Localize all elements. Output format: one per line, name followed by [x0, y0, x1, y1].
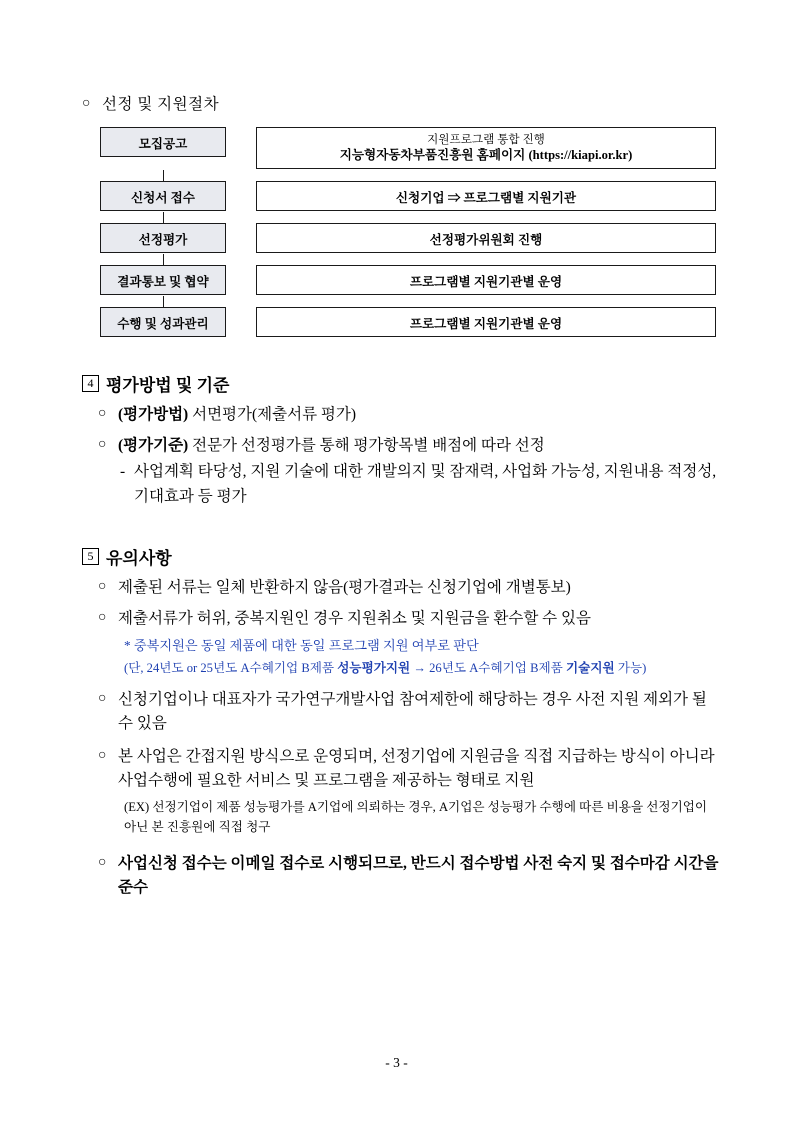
circle-bullet-icon: ○ [98, 406, 107, 422]
note-duplicate-support-detail [124, 658, 722, 679]
selection-flow-diagram [100, 127, 716, 337]
list-item-text [118, 434, 722, 458]
list-item [98, 607, 722, 631]
flow-section-heading [82, 93, 722, 117]
list-item-text: 본 사업은 간접지원 방식으로 운영되며, 선정기업에 지원금을 직접 지급하는 방식이 아니라 사업수행에 필요한 서비스 및 프로그램을 제공하는 형태로 지원 [118, 748, 715, 790]
flow-row [100, 223, 716, 253]
list-item-text: 제출된 서류는 일체 반환하지 않음(평가결과는 신청기업에 개별통보) [118, 578, 571, 596]
flow-step-box: 신청서 접수 [100, 181, 226, 211]
flow-detail-line: 프로그램별 지원기관별 운영 [409, 274, 563, 289]
note-bold-tech: 기술지원 [565, 661, 615, 676]
page-number: - 3 - [385, 1055, 408, 1070]
flow-detail-line: 신청기업 ⇒ 프로그램별 지원기관 [395, 190, 577, 205]
note-prefix: (단, 24년도 or 25년도 A수혜기업 B제품 [124, 661, 338, 676]
list-item-text: 제출서류가 허위, 중복지원인 경우 지원취소 및 지원금을 환수할 수 있음 [118, 609, 591, 627]
circle-bullet-icon: ○ [98, 609, 107, 625]
flow-detail-line2: 지능형자동차부품진흥원 홈페이지 (https://kiapi.or.kr) [339, 148, 633, 163]
flow-detail-line1: 지원프로그램 통합 진행 [427, 132, 545, 146]
list-item-body: 전문가 선정평가를 통해 평가항목별 배점에 따라 선정 [188, 437, 545, 455]
note-bold-performance: 성능평가지원 [337, 661, 411, 676]
flow-detail-box [256, 265, 716, 295]
list-item [98, 434, 722, 458]
section-title: 평가방법 및 기준 [106, 376, 230, 396]
circle-bullet-icon: ○ [98, 437, 107, 453]
circle-bullet-icon: ○ [98, 854, 107, 870]
list-item-label: (평가기준) [118, 437, 189, 455]
flow-connector-gap [226, 181, 256, 211]
flow-row [100, 127, 716, 169]
list-item-emphasis [98, 852, 722, 900]
sub-list-item-text: 사업계획 타당성, 지원 기술에 대한 개발의지 및 잠재력, 사업화 가능성, 지원내용 적정성, 기대효과 등 평가 [134, 463, 717, 505]
flow-detail-box [256, 181, 716, 211]
example-note [124, 797, 722, 837]
flow-step-box: 수행 및 성과관리 [100, 307, 226, 337]
flow-row [100, 181, 716, 211]
section-heading-4 [82, 371, 722, 396]
flow-connector-gap [226, 127, 256, 169]
section-title: 유의사항 [106, 548, 172, 568]
flow-heading-text: 선정 및 지원절차 [102, 96, 220, 113]
list-item-text: 사업신청 접수는 이메일 접수로 시행되므로, 반드시 접수방법 사전 숙지 및 접수마감 시간을 준수 [118, 854, 719, 896]
circle-bullet-icon: ○ [98, 578, 107, 594]
flow-connector-gap [226, 265, 256, 295]
section-number-badge: 5 [82, 548, 99, 565]
flow-connector-gap [226, 307, 256, 337]
note-middle: → 26년도 A수혜기업 B제품 [410, 661, 566, 676]
list-item-text [118, 403, 722, 427]
flow-detail-line: 선정평가위원회 진행 [429, 232, 543, 247]
flow-detail-box [256, 127, 716, 169]
example-label: (EX) [124, 800, 150, 815]
example-text: 선정기업이 제품 성능평가를 A기업에 의뢰하는 경우, A기업은 성능평가 수행에 따른 비용을 선정기업이 아닌 본 진흥원에 직접 청구 [124, 800, 708, 835]
list-item-label: (평가방법) [118, 406, 189, 424]
flow-step-box: 선정평가 [100, 223, 226, 253]
flow-detail-box [256, 223, 716, 253]
list-item-text: 신청기업이나 대표자가 국가연구개발사업 참여제한에 해당하는 경우 사전 지원 제외가 될 수 있음 [118, 691, 707, 733]
list-item [98, 688, 722, 736]
list-item [98, 576, 722, 600]
flow-row [100, 265, 716, 295]
note-duplicate-support: * 중복지원은 동일 제품에 대한 동일 프로그램 지원 여부로 판단 [124, 637, 479, 653]
flow-step-box: 결과통보 및 협약 [100, 265, 226, 295]
flow-detail-line: 프로그램별 지원기관별 운영 [409, 316, 563, 331]
flow-connector-gap [226, 223, 256, 253]
page-footer [0, 1055, 793, 1071]
circle-bullet-icon: ○ [82, 96, 91, 111]
flow-step-box: 모집공고 [100, 127, 226, 157]
flow-row [100, 307, 716, 337]
circle-bullet-icon: ○ [98, 691, 107, 707]
list-item [98, 403, 722, 427]
circle-bullet-icon: ○ [98, 748, 107, 764]
section-heading-5 [82, 544, 722, 569]
note-suffix: 가능) [614, 661, 647, 676]
sub-list-item [120, 460, 722, 510]
document-body [82, 86, 722, 900]
list-item-body: 서면평가(제출서류 평가) [188, 406, 357, 424]
list-item [98, 745, 722, 793]
flow-detail-box [256, 307, 716, 337]
dash-bullet-icon: - [120, 463, 126, 481]
section-number-badge: 4 [82, 375, 99, 392]
